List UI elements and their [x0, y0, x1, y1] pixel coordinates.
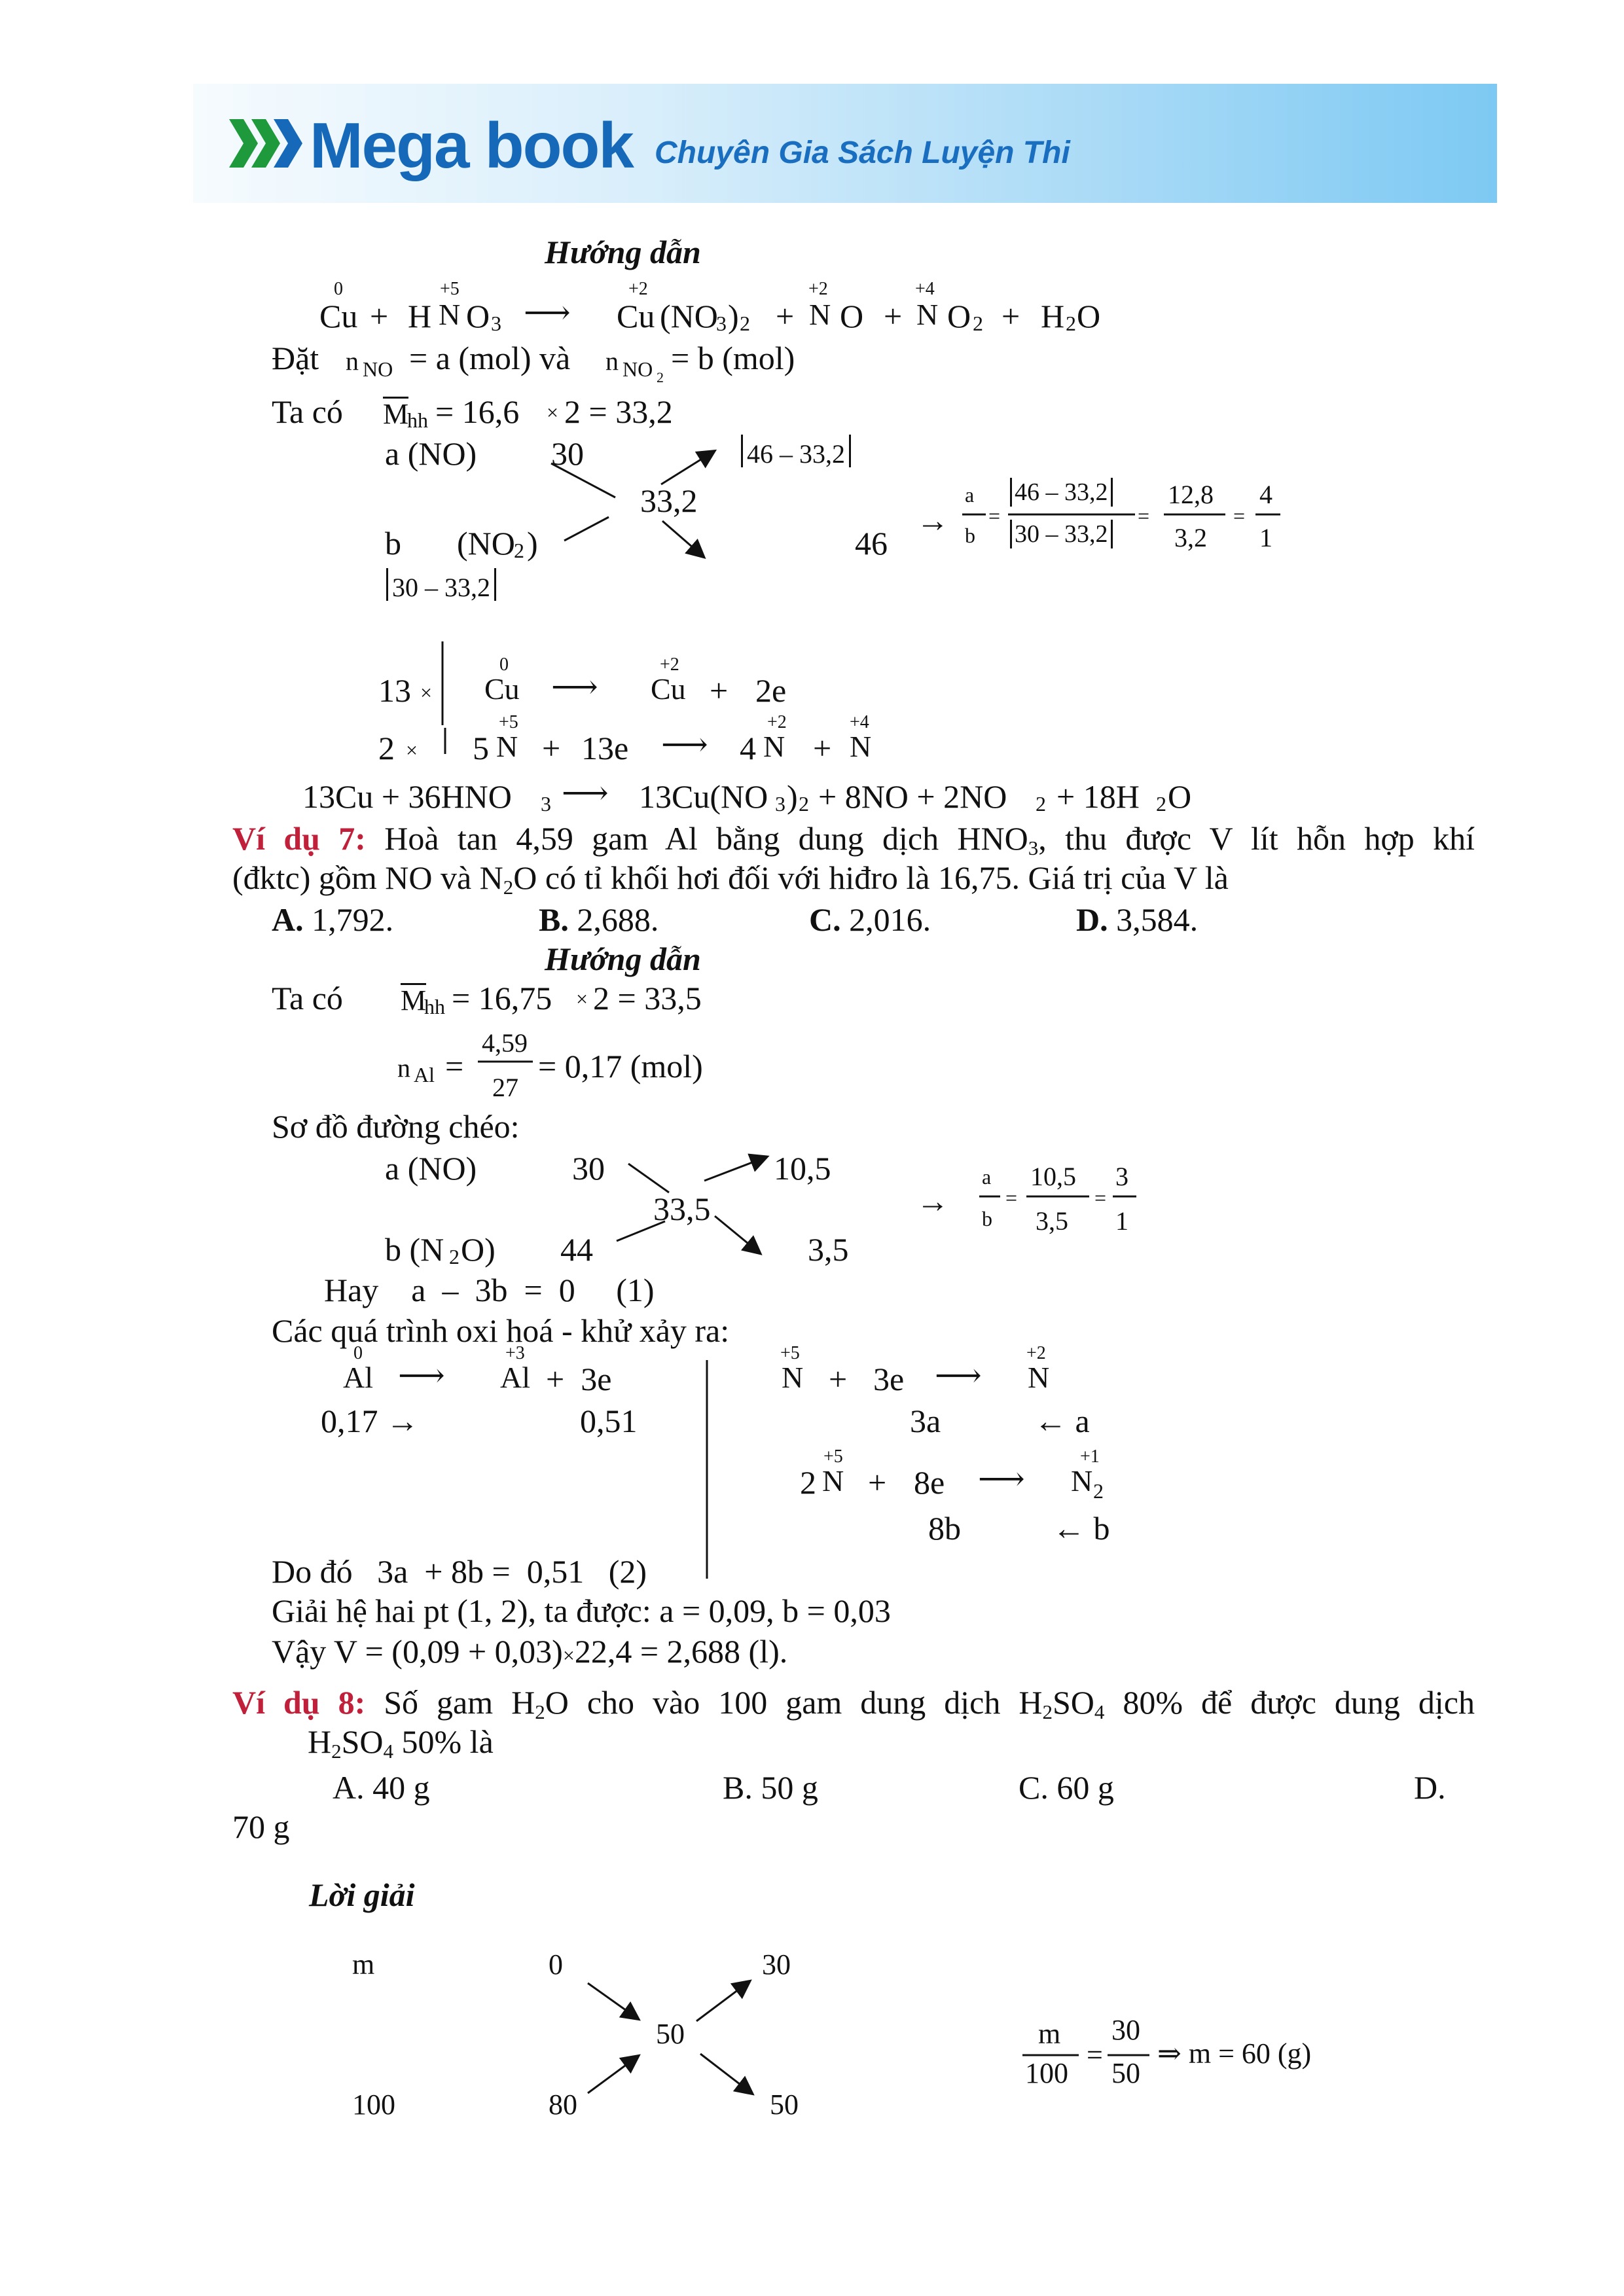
ex6-cross-line-a — [551, 463, 615, 497]
ex7-cross-line-b — [617, 1221, 665, 1241]
ex7-question-line-2: (đktc) gồm NO và $N_2O$ có tỉ khối hơi đối với hiđro là 16,75. Giá trị của V là — [232, 859, 1229, 899]
ex7-cross-title: Sơ đồ đường chéo: — [272, 1108, 520, 1145]
ex7-question-line-1: Ví dụ 7: Hoà tan 4,59 gam Al bằng dung dịch $HNO_3$, thu được V lít hỗn hợp khí — [232, 820, 1475, 859]
ex6-cross-arrow-down — [662, 521, 703, 556]
ex7-cross-arrow-up — [704, 1157, 766, 1181]
ex8-arrow-2 — [696, 1982, 749, 2021]
ex7-option-b[interactable]: B. 2,688. — [539, 901, 659, 938]
ex7-answer-line: Vậy V = (0,09 + 0,03)×22,4 = 2,688 (l). — [272, 1633, 788, 1670]
ex8-arrow-1 — [588, 1983, 638, 2018]
ex8-option-c[interactable]: C. 60 g — [1019, 1769, 1114, 1806]
ex8-option-d-value: 70 g — [232, 1808, 290, 1845]
logo-text: Mega book — [310, 109, 633, 181]
ex8-option-d[interactable]: D. — [1414, 1769, 1446, 1806]
ex7-equation-2: Do đó 3a + 8b = 0,51 (2) — [272, 1553, 647, 1590]
ex6-cross-line-b — [564, 517, 609, 541]
ex7-option-d[interactable]: D. 3,584. — [1076, 901, 1199, 938]
ex7-label: Ví dụ 7: — [232, 820, 366, 857]
ex8-question-line-1: Ví dụ 8: Số gam $H_2O$ cho vào 100 gam dung dịch $H_2SO_4$ 80% để được dung dịch — [232, 1684, 1475, 1723]
ex7-cross-line-a — [628, 1164, 669, 1193]
tagline: Chuyên Gia Sách Luyện Thi — [655, 135, 1070, 170]
ex8-heading: Lời giải — [309, 1876, 415, 1913]
ex6-heading: Hướng dẫn — [545, 234, 701, 270]
ex6-cross-arrow-up — [661, 452, 713, 484]
ex7-option-a[interactable]: A. 1,792. — [272, 901, 394, 938]
ex7-heading: Hướng dẫn — [545, 941, 701, 977]
ex7-redox-title: Các quá trình oxi hoá - khử xảy ra: — [272, 1312, 730, 1349]
arrow-icon: ⟶ — [524, 294, 571, 331]
ex8-arrow-3 — [588, 2056, 638, 2093]
ex8-option-a[interactable]: A. 40 g — [333, 1769, 430, 1806]
ex7-option-c[interactable]: C. 2,016. — [809, 901, 931, 938]
ex8-question-line-2: $H_2SO_4$ 50% là — [308, 1723, 494, 1763]
ex8-arrow-4 — [700, 2054, 751, 2093]
ex7-equation-1: Hay a – 3b = 0 (1) — [324, 1272, 655, 1308]
ex8-option-b[interactable]: B. 50 g — [723, 1769, 818, 1806]
ex7-solve-line: Giải hệ hai pt (1, 2), ta được: a = 0,09, b = 0,03 — [272, 1592, 891, 1629]
ex8-label: Ví dụ 8: — [232, 1684, 366, 1721]
ex7-cross-arrow-down — [715, 1216, 759, 1253]
